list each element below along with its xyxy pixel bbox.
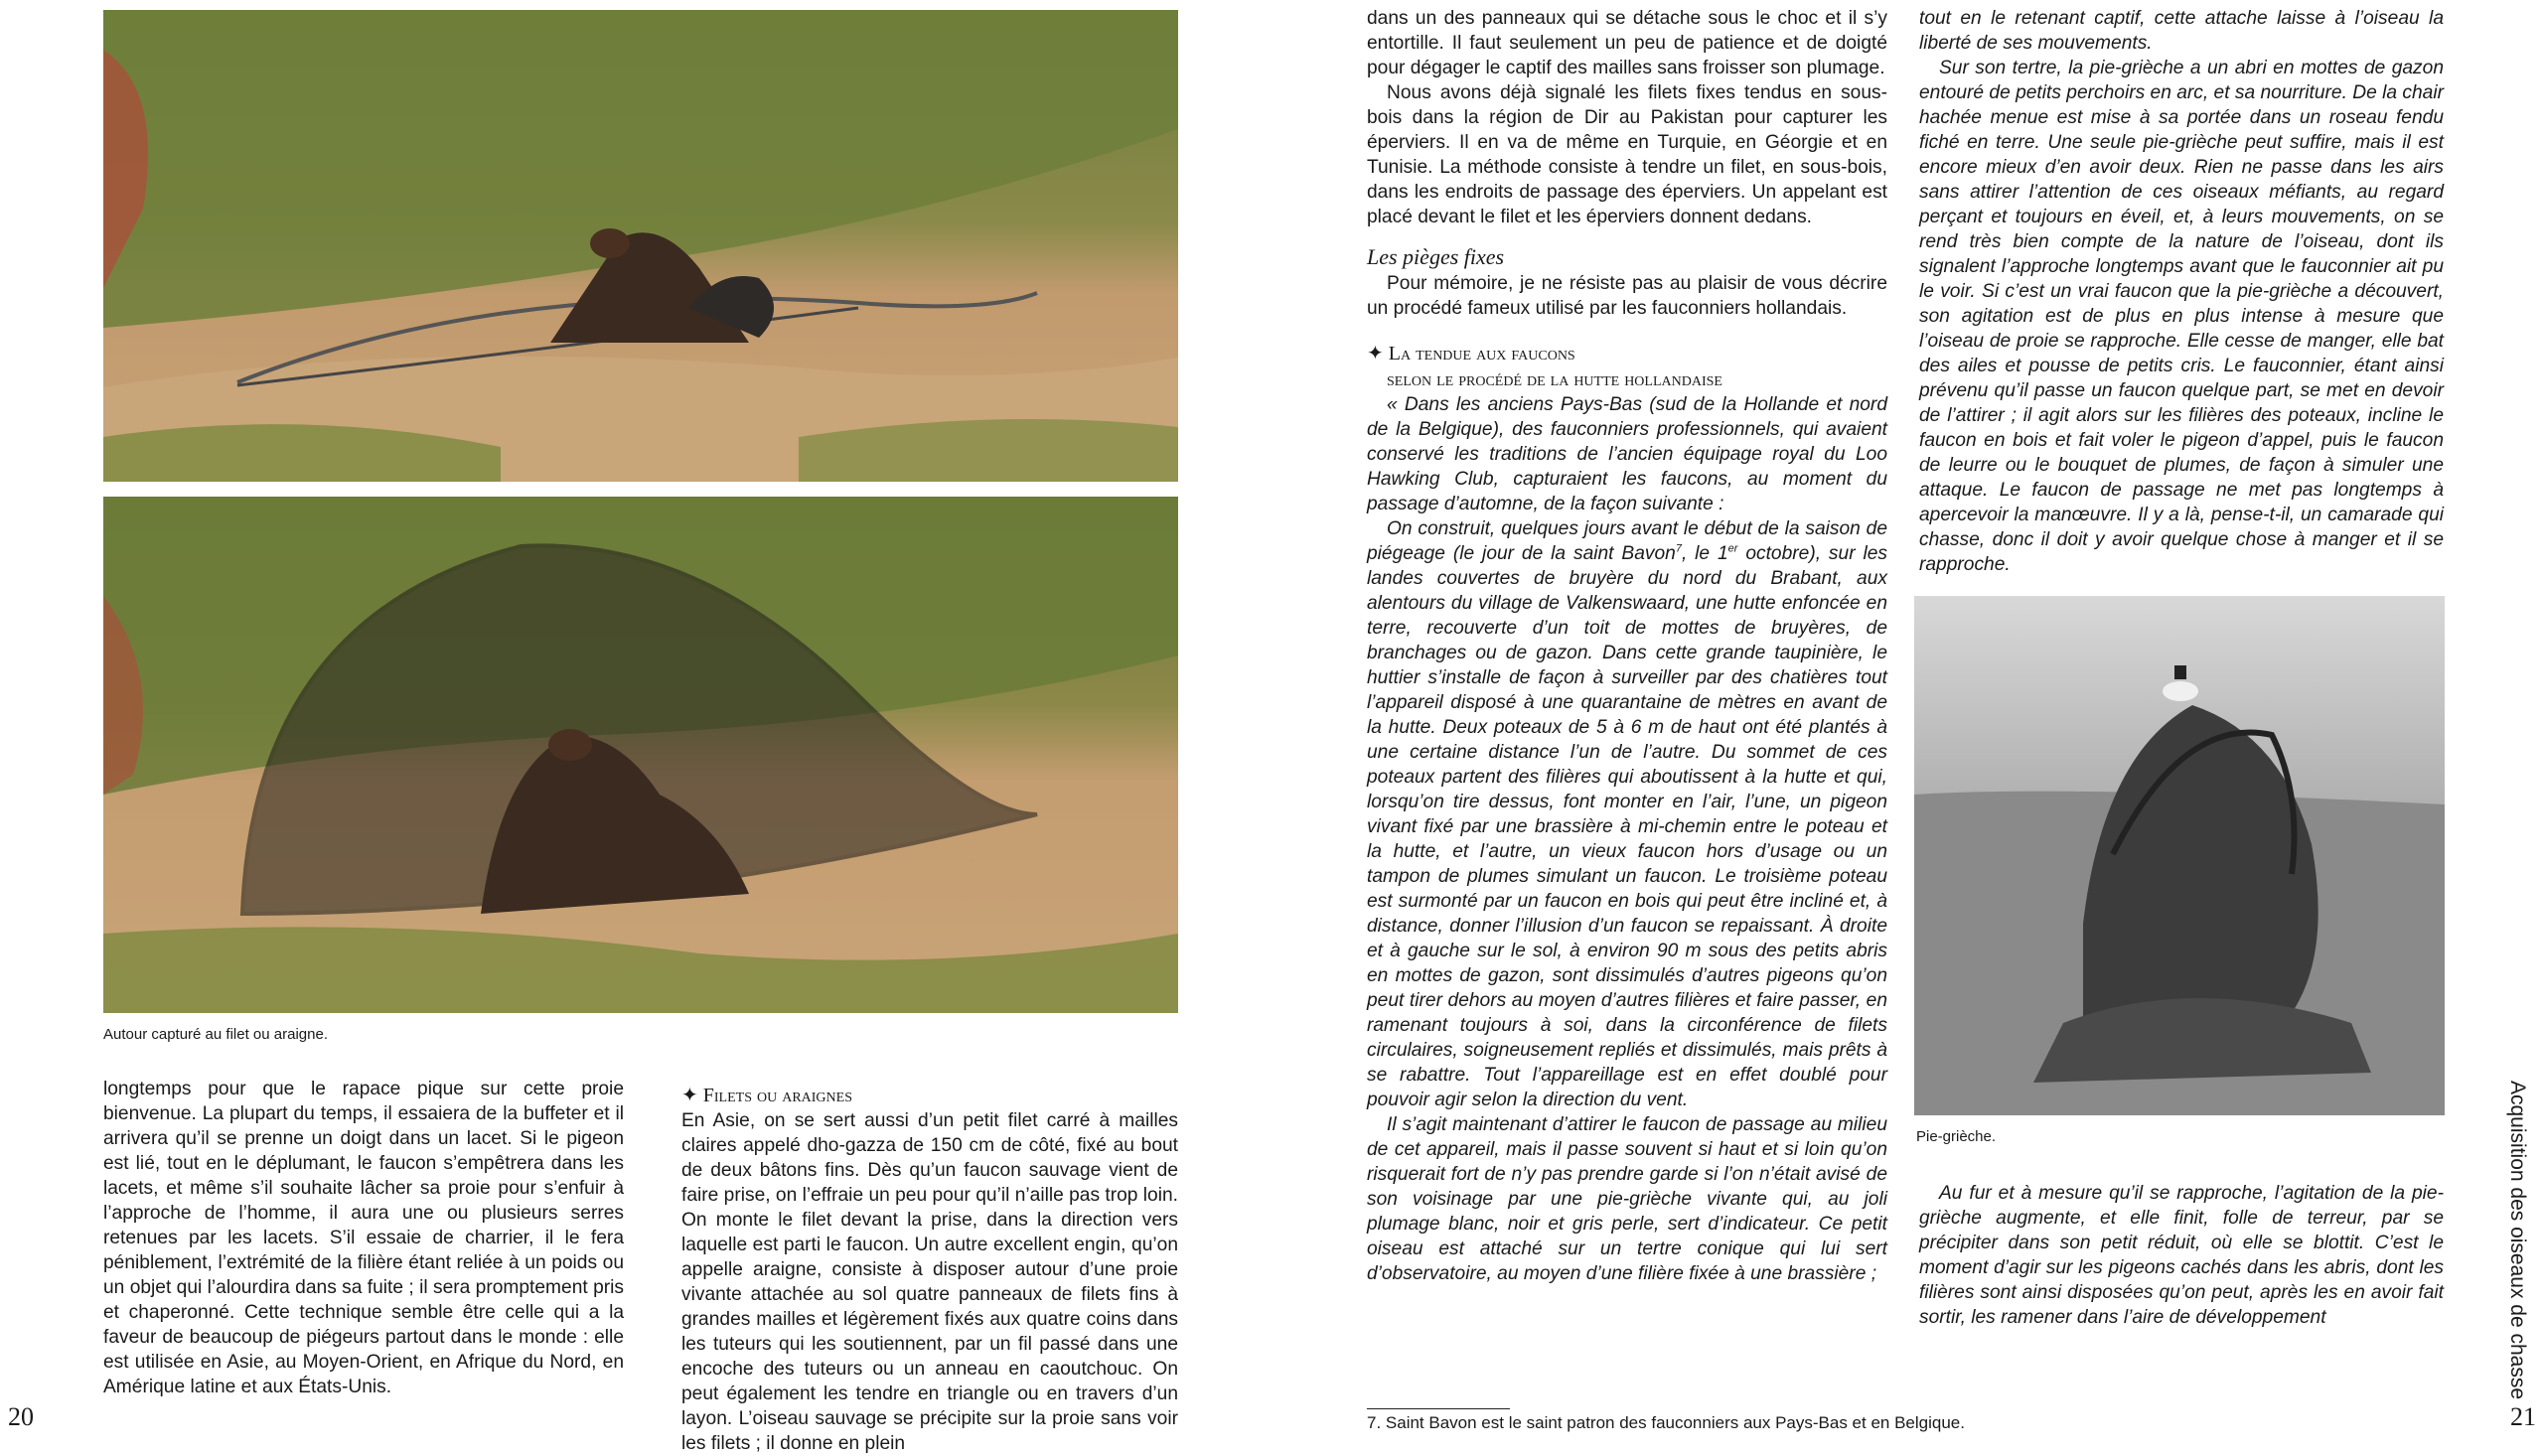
heading-pieges-fixes: Les pièges fixes [1367, 244, 1505, 269]
col4-paragraph-2: Sur son tertre, la pie-grièche a un abri en mottes de gazon entouré de petits perchoirs en arc, et sa nourriture. De la chair hachée menue est mise à sa portée dans un roseau fendu fiché en terre. Une seule pie-grièche peut suffire, mais il est encore mieux d’en avoir deux. Rien ne passe dans les airs sans attirer l’attention de ces oiseaux méfiants, au regard perçant et toujours en éveil, et, à leurs mouvements, on se rend très bien compte de la nature de l’oiseau, dont ils signalent l’approche longtemps avant que le fauconnier ait pu le voir. Si c’est un vrai faucon que la pie-grièche a découvert, son agitation est de plus en plus intense à mesure que l’oiseau de proie se rapproche. Elle cesse de manger, elle bat des ailes et pousse de petits cris. Le fauconnier, étant ainsi prévenu qu’il passe un faucon quelque part, se met en devoir de l’attirer ; il agit alors sur les filières des poteaux, incline le faucon en bois et fait voler le pigeon d’appel, puis le faucon de leurre ou le bouquet de plumes, de façon à simuler une attaque. Le faucon de passage ne met pas longtemps à apercevoir la manœuvre. Il y a là, pense-t-il, un camarade qui chasse, donc il doit y avoir quelque chose à manger et il se rapproche. [1919, 58, 2444, 575]
footnote-rule [1367, 1408, 1510, 1409]
col3-quote-3: Il s’agit maintenant d’attirer le faucon de passage au milieu de cet appareil, mais il passe souvent si haut et si loin qu’on risquerait fort de n’y pas prendre garde si l’on n’était avisé de son voisinage par une pie-grièche vivante qui, au joli plumage blanc, noir et gris perle, sert d’indicateur. Ce petit oiseau est attaché sur un tertre conique qui lui sert d’observatoire, au moyen d’une filière fixée à une brassière ; [1367, 1114, 1887, 1284]
photo-hawk-captured-bottom [103, 497, 1178, 1013]
col3-paragraph-3: Pour mémoire, je ne résiste pas au plaisir de vous décrire un procédé fameux utilisé par les fauconniers hollandais. [1367, 273, 1887, 319]
quote-2a: On construit, quelques jours avant le début de la saison de piégeage (le jour de la saint Bavon [1367, 518, 1887, 564]
footnote-ref: 7 [1675, 542, 1682, 555]
page-number-right: 21 [2510, 1402, 2536, 1431]
col4-paragraph-3: Au fur et à mesure qu’il se rapproche, l’agitation de la pie-grièche augmente, et elle finit, folle de terreur, par se précipiter dans son petit réduit, où elle se blottit. C’est le moment d’agir sur les pigeons cachés dans les abris, dont les filières sont ainsi disposées qu’on peut, après les en avoir fait sortir, les ramener dans l’aire de développement [1919, 1183, 2444, 1328]
photo-hawk-captured-top [103, 10, 1178, 482]
col3-paragraph-2: Nous avons déjà signalé les filets fixes tendus en sous-bois dans la région de Dir au Pakistan pour capturer les éperviers. Il en va de même en Turquie, en Géorgie et en Tunisie. La méthode consiste à tendre un filet, en sous-bois, dans les endroits de passage des éperviers. Un appelant est placé devant le filet et les éperviers donnent dedans. [1367, 82, 1887, 227]
column-4-bottom [1919, 1181, 2444, 1330]
heading-filets-araignes: ✦ Filets ou araignes [681, 1085, 852, 1106]
col3-paragraph-1: dans un des panneaux qui se détache sous le choc et il s’y entortille. Il faut seulement un peu de patience et de doigté pour dégager le captif des mailles sans froisser son plumage. [1367, 8, 1887, 78]
col4-paragraph-1: tout en le retenant captif, cette attache laisse à l’oiseau la liberté de ses mouvements. [1919, 8, 2444, 54]
column-3 [1367, 6, 1887, 1286]
photo-caption: Autour capturé au filet ou araigne. [103, 1026, 328, 1043]
col3-quote-2 [1367, 516, 1887, 1112]
quote-2c: octobre), sur les landes couvertes de bruyère du nord du Brabant, aux alentours du village de Valkenswaard, une hutte enfoncée en terre, recouverte d’un toit de mottes de bruyères, de branchages ou de gazon. Dans cette grande taupinière, le huttier s’installe de façon à surveiller par des chatières tout l’appareil disposé à une quarantaine de mètres en avant de la hutte. Deux poteaux de 5 à 6 m de haut ont été plantés à une certaine distance l’un de l’autre. Du sommet de ces poteaux partent des filières qui aboutissent à la hutte et qui, lorsqu’on tire dessus, font monter en l’air, l’une, un pigeon vivant fixé par une brassière à mi-chemin entre le poteau et la hutte, et l’autre, un vieux faucon hors d’usage ou un tampon de plumes simulant un faucon. Le troisième poteau est surmonté par un faucon en bois qui peut être incliné et, à distance, donner l’illusion d’un faucon se repaissant. À droite et à gauche sur le sol, à environ 90 m sous des petits abris en mottes de gazon, sont dissimulés d’autres pigeons qu’on peut tirer dehors au moyen d’autres filières et faire passer, en ramenant toujours à soi, dans la circonférence de filets circulaires, soigneusement repliés et dissimulés, mais prêts à se rabattre. Tout l’appareillage est en effet doublé pour pouvoir agir selon la direction du vent. [1367, 543, 1887, 1110]
page-number-left: 20 [8, 1402, 34, 1431]
column-4 [1919, 6, 2444, 577]
column-2 [681, 1083, 1178, 1456]
footnote: 7. Saint Bavon est le saint patron des fauconniers aux Pays-Bas et en Belgique. [1367, 1413, 1965, 1432]
shrike-caption: Pie-grièche. [1916, 1128, 1997, 1145]
col1-paragraph: longtemps pour que le rapace pique sur cette proie bienvenue. La plupart du temps, il essaiera de la buffeter et il arrivera qu’il se prenne un doigt dans un lacet. Si le pigeon est lié, tout en le déplumant, le faucon s’empêtrera dans les lacets, et même s’il souhaite lâcher sa proie pour s’enfuir à l’approche de l’homme, il aura une ou plusieurs serres retenues par les lacets. S’il essaie de charrier, il le fera péniblement, l’extrémité de la filière étant reliée à un poids ou un objet qui l’alourdira dans sa fuite ; il sera promptement pris et chaperonné. Cette technique semble être celle qui a la faveur de beaucoup de piégeurs partout dans le monde : elle est utilisée en Asie, au Moyen-Orient, en Afrique du Nord, en Amérique latine et aux États-Unis. [103, 1079, 624, 1397]
ordinal-sup: er [1727, 542, 1738, 555]
heading-tendue-faucons: ✦ La tendue aux faucons [1367, 343, 1575, 364]
sidebar-chapter-title: Acquisition des oiseaux de chasse [2506, 1081, 2529, 1400]
col3-quote-1: « Dans les anciens Pays-Bas (sud de la Hollande et nord de la Belgique), des fauconniers professionnels, qui avaient conservé les traditions de l’ancien équipage royal du Loo Hawking Club, capturaient les faucons, au moment du passage d’automne, de la façon suivante : [1367, 394, 1887, 514]
photo-shrike [1914, 596, 2445, 1115]
heading-hutte-hollandaise: selon le procédé de la hutte hollandaise [1387, 368, 1722, 390]
column-1 [103, 1077, 624, 1399]
quote-2b: , le 1 [1681, 543, 1728, 564]
col2-paragraph: En Asie, on se sert aussi d’un petit filet carré à mailles claires appelé dho-gazza de 150 cm de côté, fixé au bout de deux bâtons fins. Dès qu’un faucon sauvage vient de faire prise, on l’effraie un peu pour qu’il n’aille pas trop loin. On monte le filet devant la prise, dans la direction vers laquelle est parti le faucon. Un autre excellent engin, qu’on appelle araigne, consiste à disposer autour d’une proie vivante attachée au sol quatre panneaux de filets fins à grandes mailles et légèrement fixés aux quatre coins dans les tuteurs qui les soutiennent, par un fil passé dans une encoche des tuteurs ou un anneau en caoutchouc. On peut également les tendre en triangle ou en travers d’un layon. L’oiseau sauvage se précipite sur la proie sans voir les filets ; il donne en plein [681, 1110, 1178, 1454]
